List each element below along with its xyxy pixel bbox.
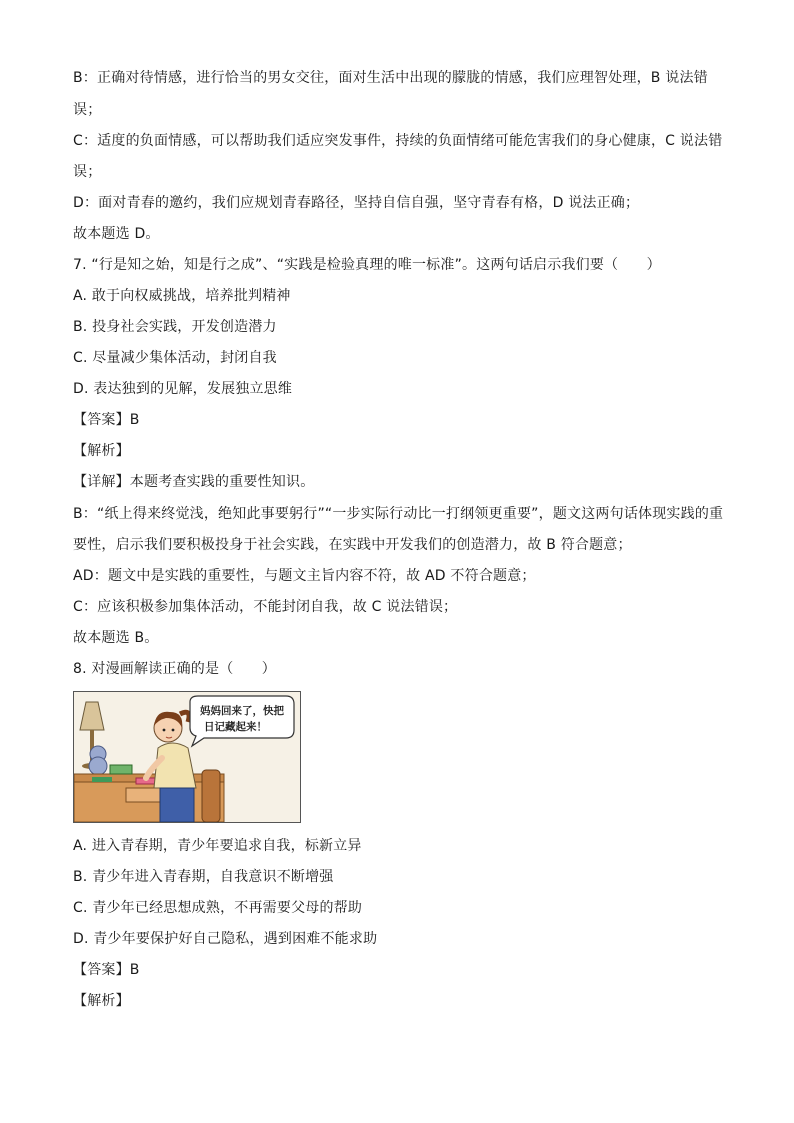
option-c: C. 尽量减少集体活动，封闭自我: [73, 350, 277, 366]
cartoon-image: [73, 691, 301, 823]
option-b: B. 青少年进入青春期，自我意识不断增强: [73, 869, 334, 885]
answer-label: 【答案】B: [73, 412, 140, 428]
text-line: 故本题选 B。: [73, 630, 159, 646]
speech-bubble-line1: 妈妈回来了，快把: [200, 705, 284, 717]
text-line: AD：题文中是实践的重要性，与题文主旨内容不符，故 AD 不符合题意；: [73, 568, 536, 584]
option-b: B. 投身社会实践，开发创造潜力: [73, 319, 277, 335]
option-d: D. 表达独到的见解，发展独立思维: [73, 381, 293, 397]
option-d: D. 青少年要保护好自己隐私，遇到困难不能求助: [73, 931, 378, 947]
text-line: D：面对青春的邀约，我们应规划青春路径，坚持自信自强，坚守青春有格，D 说法正确；: [73, 195, 640, 211]
option-c: C. 青少年已经思想成熟，不再需要父母的帮助: [73, 900, 363, 916]
answer-label: 【答案】B: [73, 962, 140, 978]
question-8-stem: 8. 对漫画解读正确的是（ ）: [73, 661, 277, 677]
cartoon-illustration: [74, 692, 300, 822]
text-line: 误；: [73, 164, 102, 180]
analysis-label: 【解析】: [73, 993, 130, 1009]
analysis-label: 【解析】: [73, 443, 130, 459]
text-line: 要性，启示我们要积极投身于社会实践，在实践中开发我们的创造潜力，故 B 符合题意；: [73, 537, 632, 553]
text-line: B：“纸上得来终觉浅，绝知此事要躬行”“一步实际行动比一打纲领更重要”，题文这两句话体现实践的重: [73, 506, 724, 522]
speech-bubble-line2: 日记藏起来！: [204, 721, 267, 733]
text-line: B：正确对待情感，进行恰当的男女交往，面对生活中出现的朦胧的情感，我们应理智处理，B 说法错: [73, 70, 708, 86]
detail-label: 【详解】本题考查实践的重要性知识。: [73, 474, 315, 490]
option-a: A. 进入青春期，青少年要追求自我，标新立异: [73, 838, 362, 854]
text-line: C：适度的负面情感，可以帮助我们适应突发事件，持续的负面情绪可能危害我们的身心健康，C 说法错: [73, 133, 723, 149]
text-line: 误；: [73, 102, 102, 118]
text-line: C：应该积极参加集体活动，不能封闭自我，故 C 说法错误；: [73, 599, 458, 615]
question-7-stem: 7. “行是知之始，知是行之成”、“实践是检验真理的唯一标准”。这两句话启示我们要（ ）: [73, 257, 661, 273]
option-a: A. 敢于向权威挑战，培养批判精神: [73, 288, 291, 304]
text-line: 故本题选 D。: [73, 226, 160, 242]
